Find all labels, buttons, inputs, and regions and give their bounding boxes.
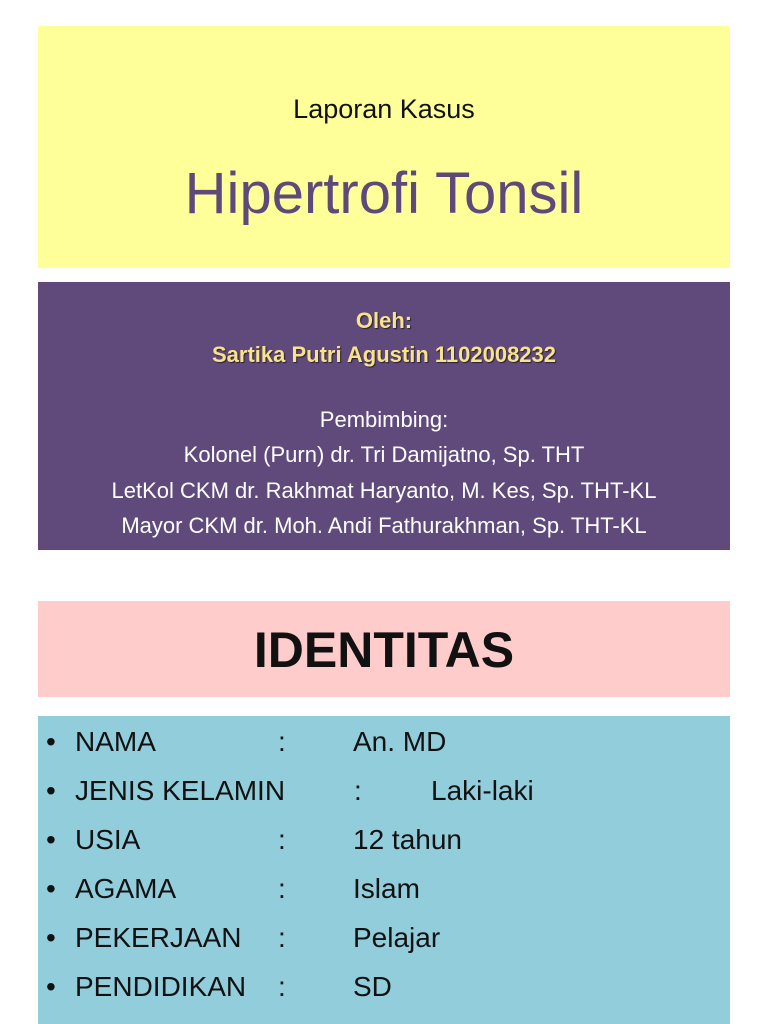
report-title: Hipertrofi Tonsil — [184, 161, 584, 226]
identity-colon: : — [278, 922, 286, 953]
identity-label: PEKERJAAN — [75, 922, 242, 953]
author-name: Sartika Putri Agustin 1102008232 — [211, 342, 557, 367]
identity-row — [38, 824, 730, 864]
identity-row — [38, 726, 730, 766]
bullet-icon: • — [46, 824, 56, 855]
bullet-icon: • — [46, 775, 56, 806]
identity-label: NAMA — [75, 726, 156, 757]
mentor-item: LetKol CKM dr. Rakhmat Haryanto, M. Kes, Sp. THT-KL — [111, 478, 657, 503]
identity-colon: : — [278, 824, 286, 855]
identity-label: AGAMA — [75, 873, 177, 904]
report-subtitle: Laporan Kasus — [293, 94, 475, 124]
identity-colon: : — [354, 775, 362, 806]
mentor-label: Pembimbing: — [319, 407, 449, 432]
identity-row — [38, 775, 730, 815]
identity-value: Islam — [353, 873, 420, 904]
section-title: IDENTITAS — [253, 622, 515, 678]
identity-colon: : — [278, 726, 286, 757]
identity-value: An. MD — [353, 726, 447, 757]
identity-value: SD — [353, 971, 392, 1002]
section-header — [38, 601, 730, 697]
identity-label: JENIS KELAMIN — [75, 775, 286, 806]
identity-label: USIA — [75, 824, 141, 855]
identity-value: Pelajar — [353, 922, 441, 953]
bullet-icon: • — [46, 922, 56, 953]
author-panel — [38, 282, 730, 550]
identity-colon: : — [278, 971, 286, 1002]
by-label: Oleh: — [355, 308, 413, 333]
title-panel — [38, 26, 730, 268]
bullet-icon: • — [46, 726, 56, 757]
identity-label: PENDIDIKAN — [75, 971, 247, 1002]
identity-panel — [38, 716, 730, 1024]
bullet-icon: • — [46, 873, 56, 904]
identity-value: 12 tahun — [353, 824, 462, 855]
mentor-item: Mayor CKM dr. Moh. Andi Fathurakhman, Sp. THT-KL — [121, 513, 647, 538]
identity-row — [38, 922, 730, 962]
identity-row — [38, 873, 730, 913]
identity-value: Laki-laki — [431, 775, 534, 806]
bullet-icon: • — [46, 971, 56, 1002]
identity-row — [38, 971, 730, 1011]
mentor-item: Kolonel (Purn) dr. Tri Damijatno, Sp. THT — [183, 442, 585, 467]
identity-colon: : — [278, 873, 286, 904]
